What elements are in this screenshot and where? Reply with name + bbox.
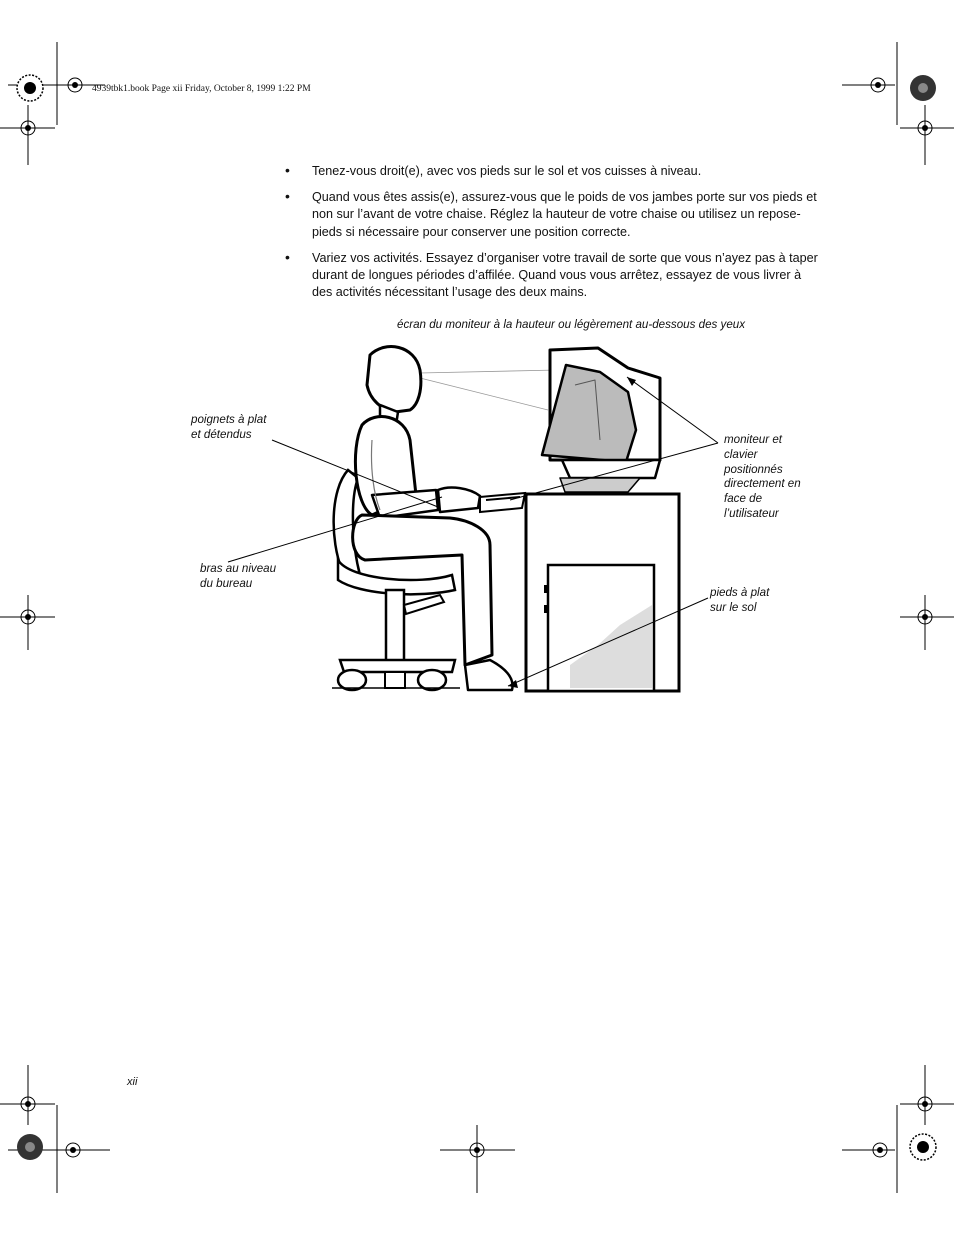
desk [526, 494, 679, 691]
seated-person [353, 347, 513, 690]
caption-line: face de [724, 492, 763, 506]
caption-screen: écran du moniteur à la hauteur ou légèrement au-dessous des yeux [397, 318, 746, 331]
sight-lines [420, 370, 558, 410]
caption-wrists [191, 413, 266, 443]
bullet-text: Tenez-vous droit(e), avec vos pieds sur le sol et vos cuisses à niveau. [312, 164, 702, 178]
caption-feet [710, 586, 769, 616]
caption-line: poignets à plat [191, 413, 267, 426]
caption-monitor-keyboard [724, 433, 801, 522]
caption-line: sur le sol [710, 600, 757, 614]
print-slug: 4939tbk1.book Page xii Friday, October 8, 1999 1:22 PM [92, 84, 311, 94]
bullet-icon: • [285, 162, 290, 178]
bullet-text: Quand vous êtes assis(e), assurez-vous que le poids de vos jambes porte sur vos pieds et non sur l’avant de votre chaise. Réglez la hauteur de votre chaise ou utilisez un repose-pieds si nécessaire pour conserver une position correcte. [312, 190, 817, 239]
page-number: xii [127, 1076, 138, 1088]
bullet-text: Variez vos activités. Essayez d’organiser votre travail de sorte que vous n’ayez pas à taper durant de longues périodes d’affilée. Quand vous vous arrêtez, essayez de vous livrer à des activités nécessitant l’usage des deux mains. [312, 250, 818, 300]
caption-line: bras au niveau [200, 562, 277, 575]
caption-arms [200, 562, 276, 592]
caption-line: du bureau [200, 576, 253, 590]
monitor [542, 348, 660, 492]
caption-line: positionnés [724, 462, 783, 476]
keyboard [480, 493, 525, 512]
caption-line: directement en [724, 477, 801, 491]
caption-line: moniteur et [724, 433, 782, 446]
bullet-icon: • [285, 248, 290, 265]
caption-line: et détendus [191, 427, 252, 441]
caption-line: l’utilisateur [724, 506, 779, 520]
bullet-icon: • [285, 188, 290, 205]
caption-line: pieds à plat [710, 586, 770, 599]
caption-line: clavier [724, 447, 758, 461]
